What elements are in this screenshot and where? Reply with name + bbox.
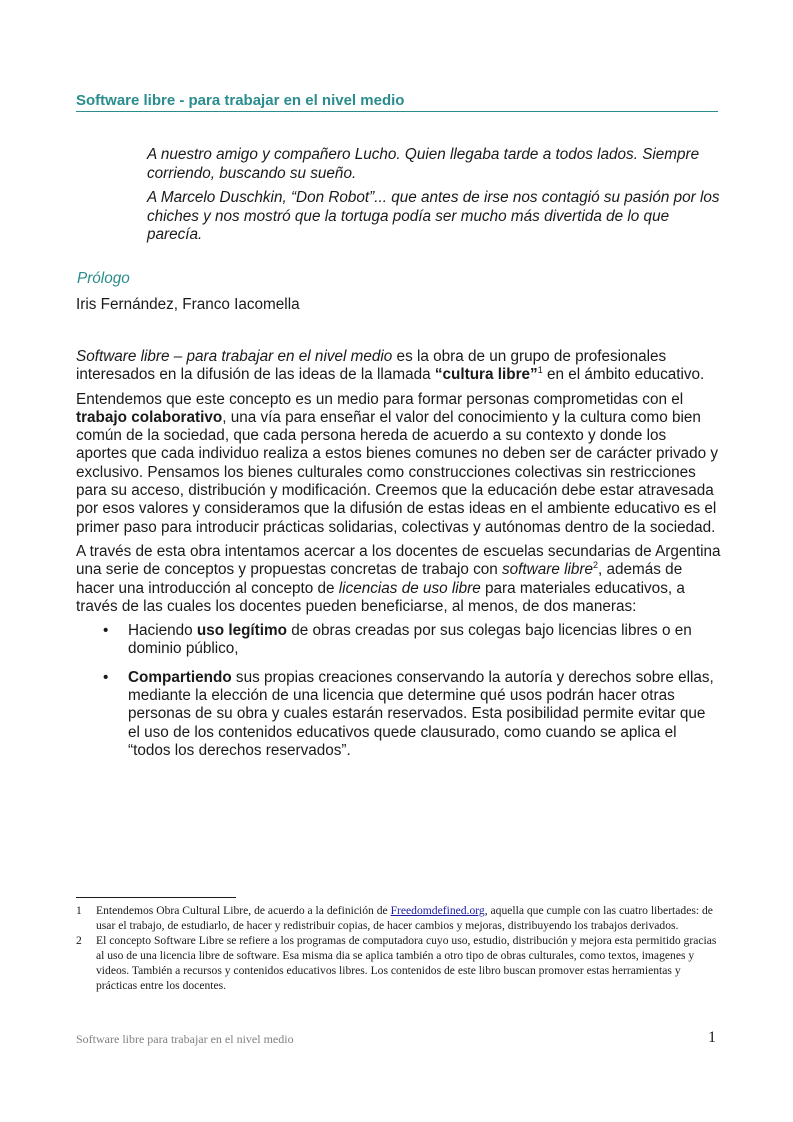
dedication-paragraph-1: A nuestro amigo y compañero Lucho. Quien llegaba tarde a todos lados. Siempre corriendo, buscando su sueño. <box>147 146 700 182</box>
book-title-italic: Software libre – para trabajar en el nivel medio <box>76 348 393 365</box>
body-paragraph-3: A través de esta obra intentamos acercar a los docentes de escuelas secundarias de Argentina una serie de conceptos y propuestas concretas de trabajo con software libre$^2$, además de hacer una introducción al concepto de licencias de uso libre para materiales educativos, a través de las cuales los docentes pueden beneficiarse, al menos, de dos maneras: <box>76 542 721 615</box>
bullet-icon: • <box>103 668 109 686</box>
footnote-ref-2[interactable]: 2 <box>593 560 599 571</box>
footnote-1: 1 Entendemos Obra Cultural Libre, de acuerdo a la definición de Freedomdefined.org, aquella que cumple con las cuatro libertades: de usar el trabajo, de estudiarlo, de hacer y redistribuir copias, de hacer cambios y mejoras, distribuyendo los trabajos derivados. <box>76 904 713 932</box>
cultura-libre-bold: “cultura libre” <box>434 366 538 384</box>
body-text <box>76 348 721 770</box>
prologue-authors: Iris Fernández, Franco Iacomella <box>76 296 300 313</box>
list-item: • Compartiendo sus propias creaciones conservando la autoría y derechos sobre ellas, mediante la elección de una licencia que determine qué usos podrán hacer otras personas de su obra y cuales estarán reservados. Esta posibilidad permite evitar que el uso de los contenidos educativos quede clausurado, como cuando se aplica el “todos los derechos reservados”. <box>103 668 714 759</box>
body-paragraph-1: Software libre – para trabajar en el nivel medio es la obra de un grupo de profesionales interesados en la difusión de las ideas de la llamada “cultura libre”$^1$ en el ámbito educativo. <box>76 348 705 384</box>
dedication <box>147 146 722 251</box>
footnote-number: 2 <box>76 934 82 947</box>
compartiendo-bold: Compartiendo <box>128 668 232 686</box>
bullet-list <box>76 622 721 760</box>
software-libre-italic: software libre <box>502 561 593 579</box>
body-paragraph-2: Entendemos que este concepto es un medio para formar personas comprometidas con el trabajo colaborativo, una vía para enseñar el valor del conocimiento y la cultura como bien común de la sociedad, que cada persona hereda de acuerdo a su contexto y donde los aportes que cada individuo realiza a estos bienes comunes no deben ser de carácter privado y exclusivo. Pensamos los bienes culturales como construcciones colectivas sin restricciones para su acceso, distribución y modificación. Creemos que la educación debe estar atravesada por esos valores y consideramos que la difusión de estas ideas en el ambiente educativo es el primer paso para introducir prácticas solidarias, colectivas y autónomas dentro de la sociedad. <box>76 390 719 536</box>
licencias-italic: licencias de uso libre <box>338 579 481 597</box>
prologue-heading: Prólogo <box>77 270 130 287</box>
page-number: 1 <box>708 1029 716 1046</box>
footnote-2: 2 El concepto Software Libre se refiere a los programas de computadora cuyo uso, estudio, distribución y mejora esta permitido gracias al uso de una licencia libre de software. Esa misma dia se aplica también a otro tipo de obras culturales, como textos, imagenes y videos. También a recursos y contenidos educativos libres. Los contenidos de este libro buscan promover estas herramientas y prácticas entre los docentes. <box>76 934 717 992</box>
list-item: • Haciendo uso legítimo de obras creadas por sus colegas bajo licencias libres o en dominio público, <box>103 622 692 658</box>
footnote-number: 1 <box>76 904 82 917</box>
running-header-title: Software libre - para trabajar en el nivel medio <box>76 92 718 112</box>
trabajo-colaborativo-bold: trabajo colaborativo <box>76 408 223 426</box>
footnote-ref-1[interactable]: 1 <box>537 365 543 376</box>
page-footer-title: Software libre para trabajar en el nivel medio <box>76 1032 294 1046</box>
bullet-icon: • <box>103 622 109 640</box>
dedication-paragraph-2: A Marcelo Duschkin, “Don Robot”... que antes de irse nos contagió su pasión por los chiches y nos mostró que la tortuga podía ser mucho más divertida de lo que parecía. <box>147 189 720 244</box>
footnotes <box>76 903 721 993</box>
uso-legitimo-bold: uso legítimo <box>196 622 287 640</box>
freedomdefined-link[interactable]: Freedomdefined.org <box>390 904 485 917</box>
footnote-separator <box>76 897 236 898</box>
